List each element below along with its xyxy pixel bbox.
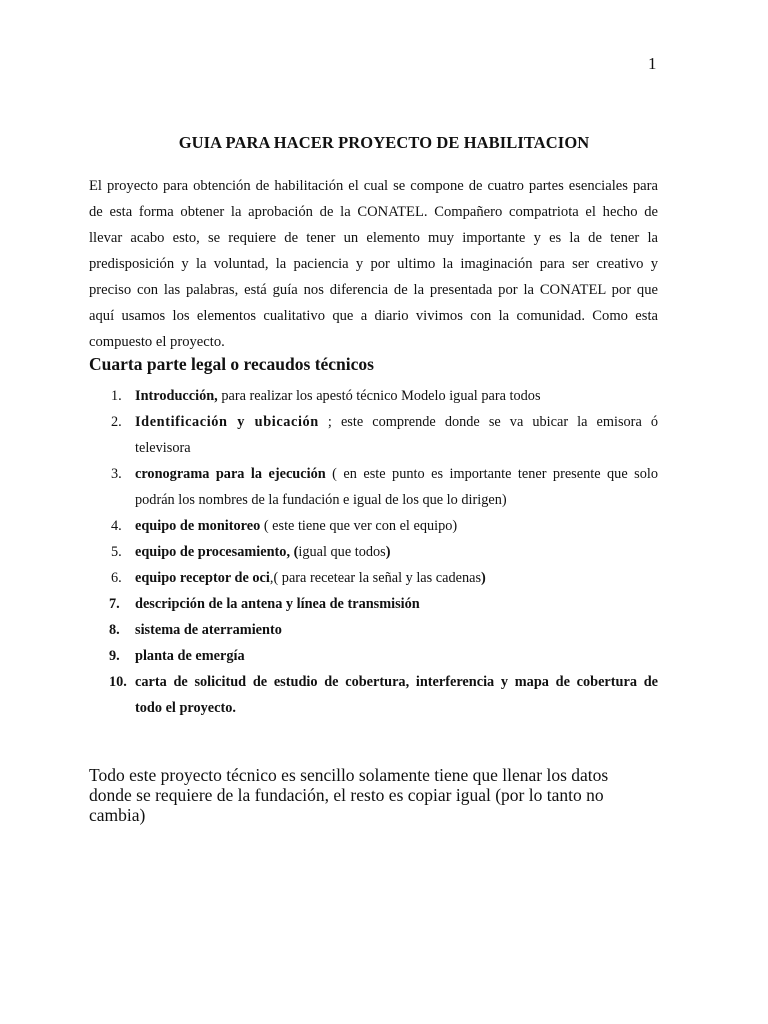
closing-paragraph: [89, 765, 629, 825]
section-heading: Cuarta parte legal o recaudos técnicos: [89, 354, 374, 374]
list-item-continuation: televisora: [135, 440, 191, 456]
list-item: [89, 461, 658, 513]
list-item-text: ( este tiene que ver con el equipo): [260, 518, 458, 534]
intro-line: llevar acabo esto, se requiere de tener un elemento muy importante y es la de tener la: [89, 230, 658, 246]
list-item-bold: carta de solicitud de estudio de cobertura, interferencia y mapa de cobertura de: [135, 674, 658, 690]
list-item: [89, 409, 658, 461]
intro-line: compuesto el proyecto.: [89, 334, 225, 350]
list-item-text: igual que todos: [298, 544, 386, 560]
list-item-bold: descripción de la antena y línea de transmisión: [135, 596, 420, 612]
list-number: 1.: [111, 388, 122, 404]
closing-line: cambia): [89, 805, 146, 825]
list-item-bold: Introducción,: [135, 388, 218, 404]
document-title: GUIA PARA HACER PROYECTO DE HABILITACION: [178, 133, 590, 152]
intro-paragraph: [89, 173, 658, 355]
intro-line: aquí usamos los elementos cualitativo que a diario vivimos con la comunidad. Como esta: [89, 308, 658, 324]
list-item-bold: equipo receptor de oci: [135, 570, 270, 586]
list-number: 10.: [109, 674, 127, 690]
list-item: [89, 617, 658, 643]
list-item-bold: equipo de procesamiento, (: [135, 544, 299, 560]
list-item: [89, 513, 658, 539]
list-item-text: ,( para recetear la señal y las cadenas: [269, 570, 482, 586]
list-number: 5.: [111, 544, 122, 560]
list-number: 4.: [111, 518, 122, 534]
list-item: [89, 565, 658, 591]
list-number: 2.: [111, 414, 122, 430]
list-number: 7.: [109, 596, 120, 612]
intro-line: predisposición y la voluntad, la paciencia y por ultimo la imaginación para ser creativo y: [89, 256, 658, 272]
list-number: 8.: [109, 622, 120, 638]
closing-line: Todo este proyecto técnico es sencillo solamente tiene que llenar los datos: [89, 765, 609, 785]
list-item-continuation: podrán los nombres de la fundación e igual de los que lo dirigen): [135, 492, 507, 508]
list-item: [89, 591, 658, 617]
intro-line: preciso con las palabras, está guía nos diferencia de la presentada por la CONATEL por que: [89, 282, 658, 298]
list-item-text: ( en este punto es importante tener presente que solo: [325, 466, 658, 482]
requirements-list: [89, 383, 658, 721]
list-item: [89, 383, 658, 409]
list-item-bold: Identificación y ubicación: [135, 414, 319, 430]
list-number: 9.: [109, 648, 120, 664]
list-item: [89, 643, 658, 669]
intro-line: de esta forma obtener la aprobación de la CONATEL. Compañero compatriota el hecho de: [89, 204, 658, 220]
list-item-continuation: todo el proyecto.: [135, 700, 236, 716]
list-item-bold-tail: ): [385, 544, 391, 560]
list-number: 6.: [111, 570, 122, 586]
closing-line: donde se requiere de la fundación, el resto es copiar igual (por lo tanto no: [89, 785, 604, 805]
list-item-bold: equipo de monitoreo: [135, 518, 261, 534]
page-number: 1: [648, 54, 657, 73]
list-item-text: para realizar los apestó técnico Modelo igual para todos: [217, 388, 541, 404]
list-item: [89, 539, 658, 565]
list-number: 3.: [111, 466, 122, 482]
intro-line: El proyecto para obtención de habilitación el cual se compone de cuatro partes esenciales para: [89, 178, 658, 194]
list-item: [89, 669, 658, 721]
list-item-bold: sistema de aterramiento: [135, 622, 282, 638]
list-item-text: ; este comprende donde se va ubicar la emisora ó: [318, 414, 658, 430]
list-item-bold-tail: ): [481, 570, 486, 586]
list-item-bold: cronograma para la ejecución: [135, 466, 326, 482]
list-item-bold: planta de emergía: [135, 648, 245, 664]
